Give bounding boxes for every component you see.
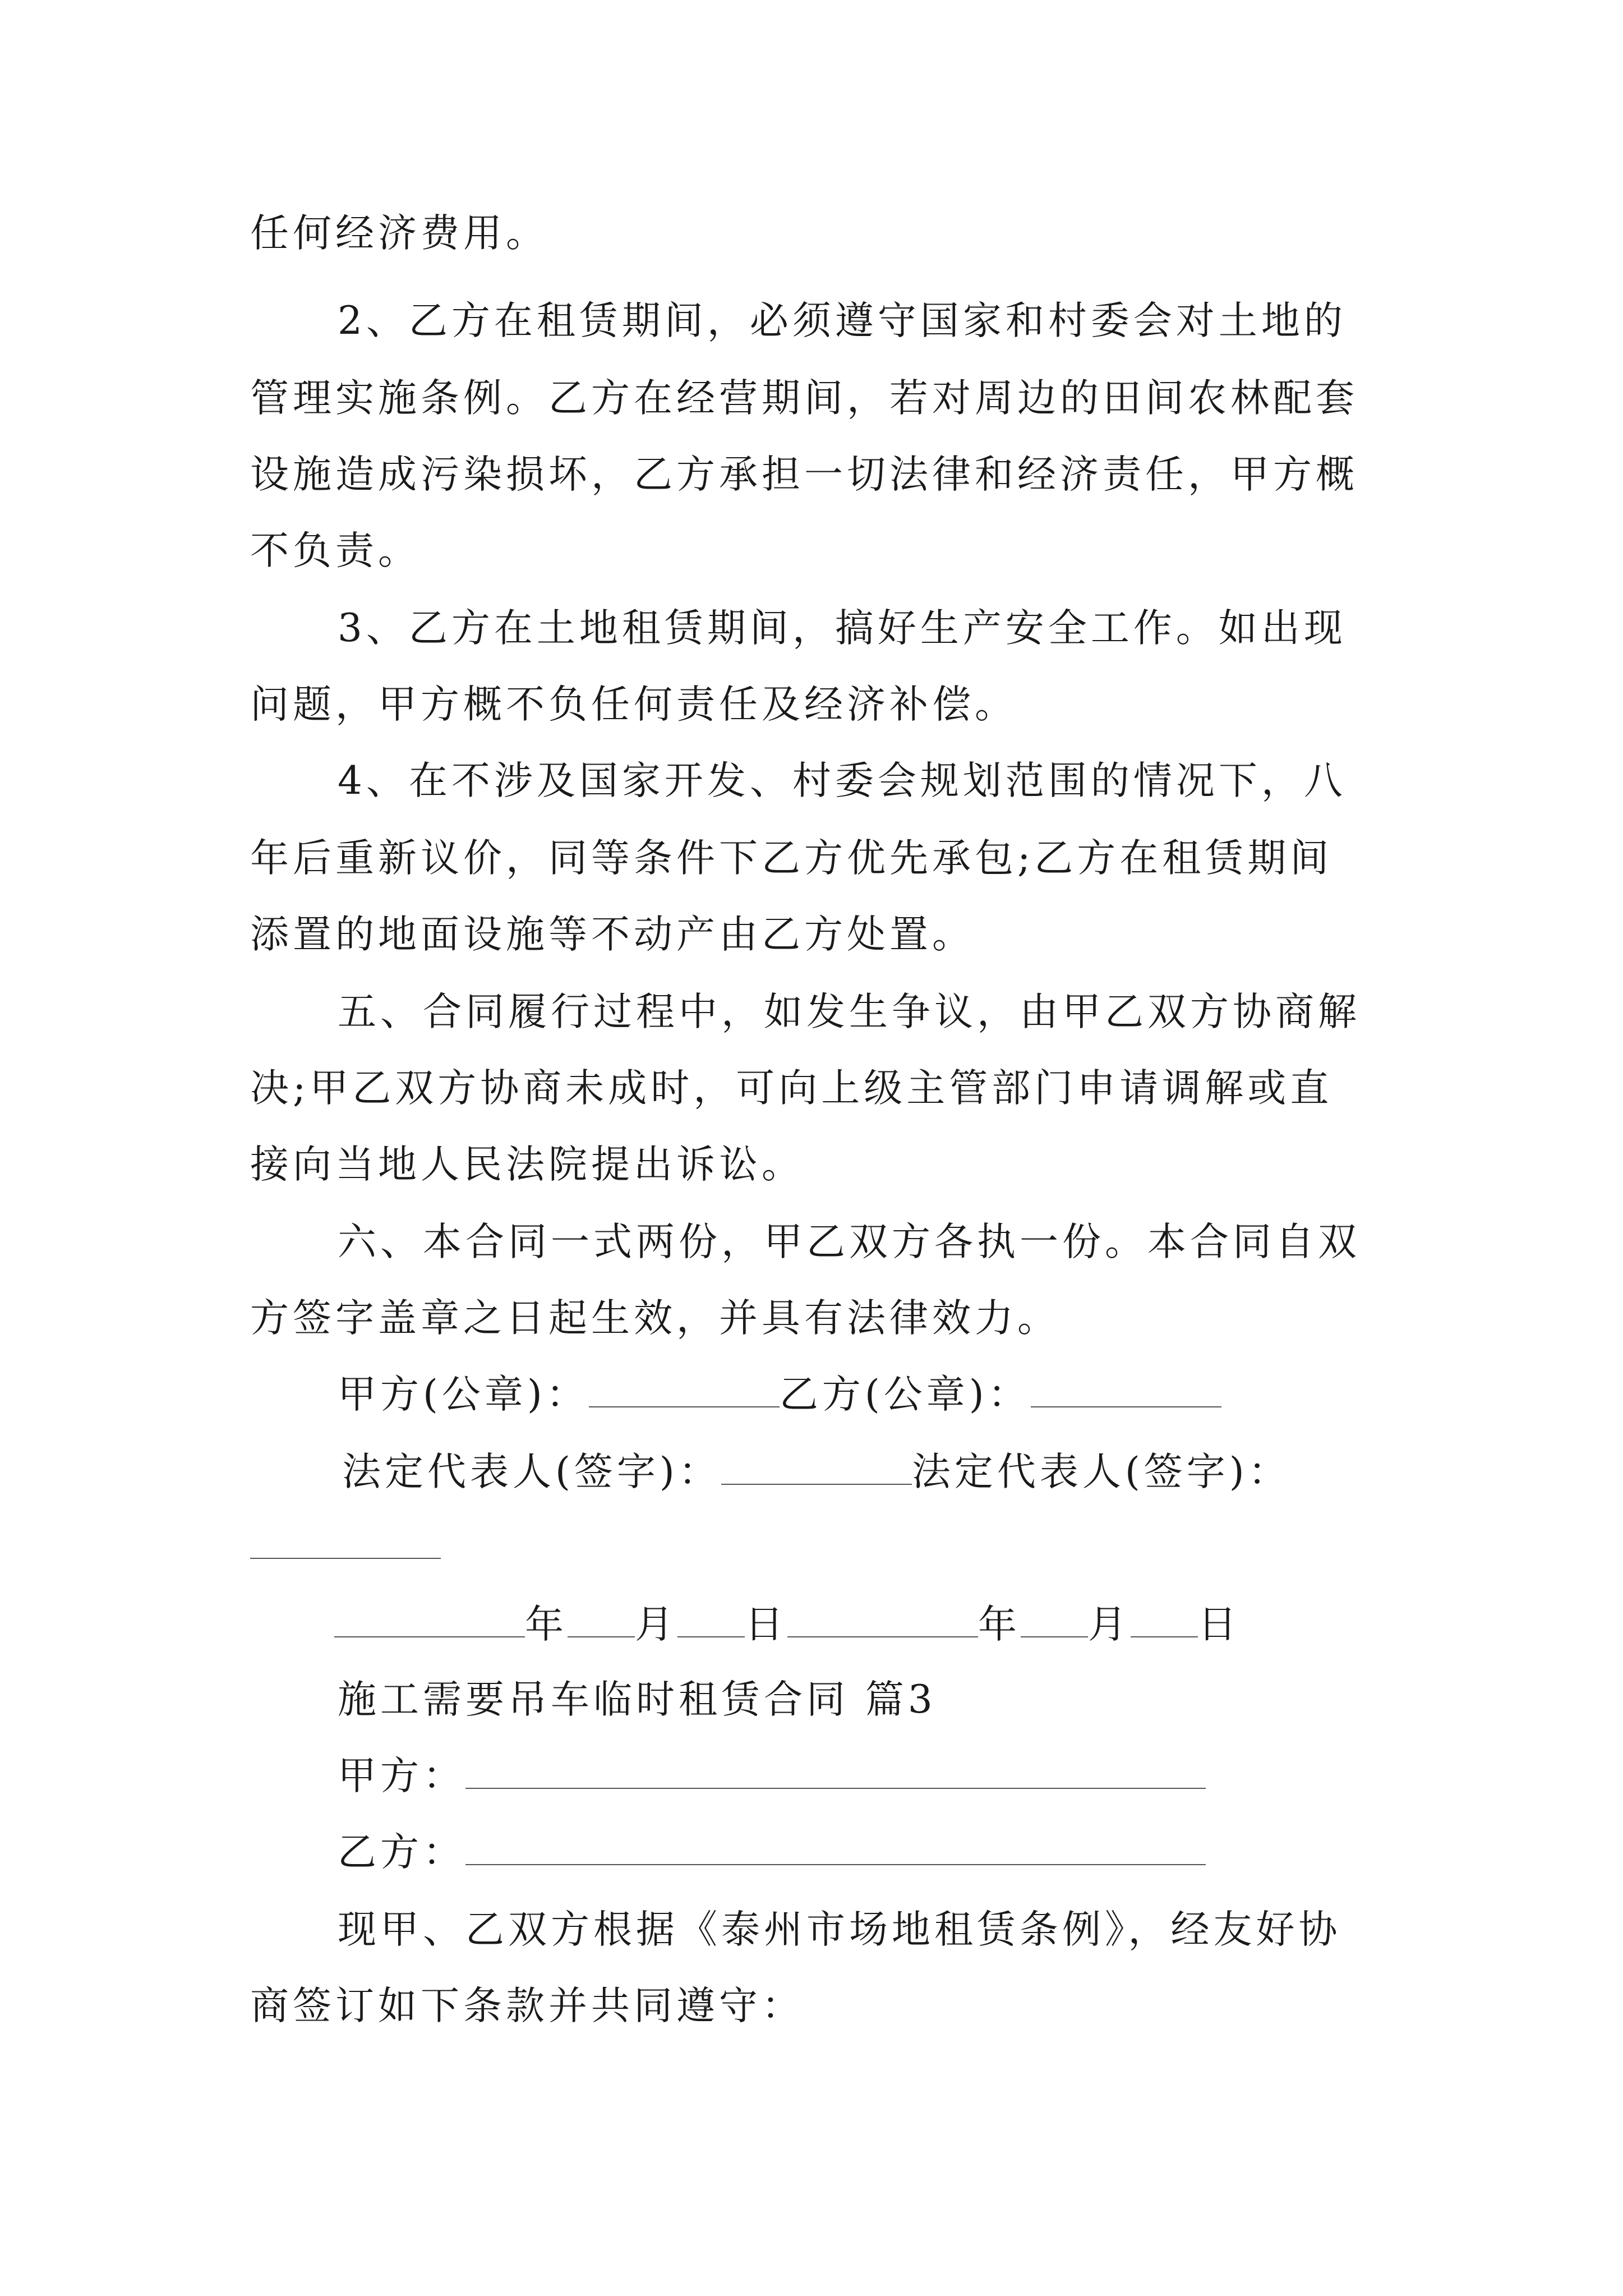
section-heading: 施工需要吊车临时租赁合同 篇3 [338,1677,937,1722]
rep-a-blank [721,1449,912,1485]
party-a-line [338,1748,1206,1804]
month-label: 月 [635,1602,677,1647]
section-5-line-2: 决;甲乙双方协商未成时，可向上级主管部门申请调解或直 [250,1066,1333,1111]
clause-2-line-1: 2、乙方在租赁期间，必须遵守国家和村委会对土地的 [338,298,1347,343]
date-a-day-blank [677,1602,745,1637]
party-a-blank [465,1753,1206,1789]
clause-2-line-2: 管理实施条例。乙方在经营期间，若对周边的田间农林配套 [250,376,1358,421]
section-6-line-2: 方签字盖章之日起生效，并具有法律效力。 [250,1296,1060,1341]
date-b-year-blank [787,1602,978,1637]
clause-3-line-1: 3、乙方在土地租赁期间，搞好生产安全工作。如出现 [338,606,1347,651]
year-label: 年 [978,1602,1021,1647]
party-b-label: 乙方： [338,1830,465,1875]
party-b-line [338,1824,1206,1880]
clause-4-line-1: 4、在不涉及国家开发、村委会规划范围的情况下，八 [338,758,1347,803]
clause-2-line-4: 不负责。 [250,528,421,573]
section-5-line-1: 五、合同履行过程中，如发生争议，由甲乙双方协商解 [338,990,1361,1034]
month-label: 月 [1088,1602,1131,1647]
day-label: 日 [745,1602,787,1647]
clause-4-line-3: 添置的地面设施等不动产由乙方处置。 [250,912,975,957]
party-a-seal-label: 甲方(公章)： [338,1372,589,1417]
clause-3-line-2: 问题，甲方概不负任何责任及经济补偿。 [250,682,1017,727]
rep-b-blank-line [250,1518,441,1574]
clause-4-line-2: 年后重新议价，同等条件下乙方优先承包;乙方在租赁期间 [250,836,1333,881]
party-a-label: 甲方： [338,1754,465,1798]
party-b-seal-blank [1031,1372,1221,1407]
rep-b-label: 法定代表人(签字)： [911,1450,1291,1494]
date-b-day-blank [1131,1602,1198,1637]
date-a-month-blank [568,1602,635,1637]
intro-line-2: 商签订如下条款并共同遵守： [250,1984,804,2028]
intro-line-1: 现甲、乙双方根据《泰州市场地租赁条例》，经友好协 [338,1907,1341,1952]
section-6-line-1: 六、本合同一式两份，甲乙双方各执一份。本合同自双 [338,1220,1361,1264]
party-a-seal-blank [589,1372,780,1407]
day-label: 日 [1198,1602,1241,1647]
date-a-year-blank [334,1602,525,1637]
date-b-month-blank [1021,1602,1088,1637]
paragraph-line: 任何经济费用。 [250,211,548,256]
year-label: 年 [525,1602,568,1647]
date-line [334,1596,1241,1653]
rep-b-blank [250,1523,441,1559]
party-b-blank [465,1829,1206,1865]
seal-line [338,1366,1221,1423]
representative-line [342,1444,1291,1500]
party-b-seal-label: 乙方(公章)： [779,1372,1031,1417]
section-5-line-3: 接向当地人民法院提出诉讼。 [250,1142,804,1187]
rep-a-label: 法定代表人(签字)： [342,1450,721,1494]
clause-2-line-3: 设施造成污染损坏，乙方承担一切法律和经济责任，甲方概 [250,452,1358,497]
